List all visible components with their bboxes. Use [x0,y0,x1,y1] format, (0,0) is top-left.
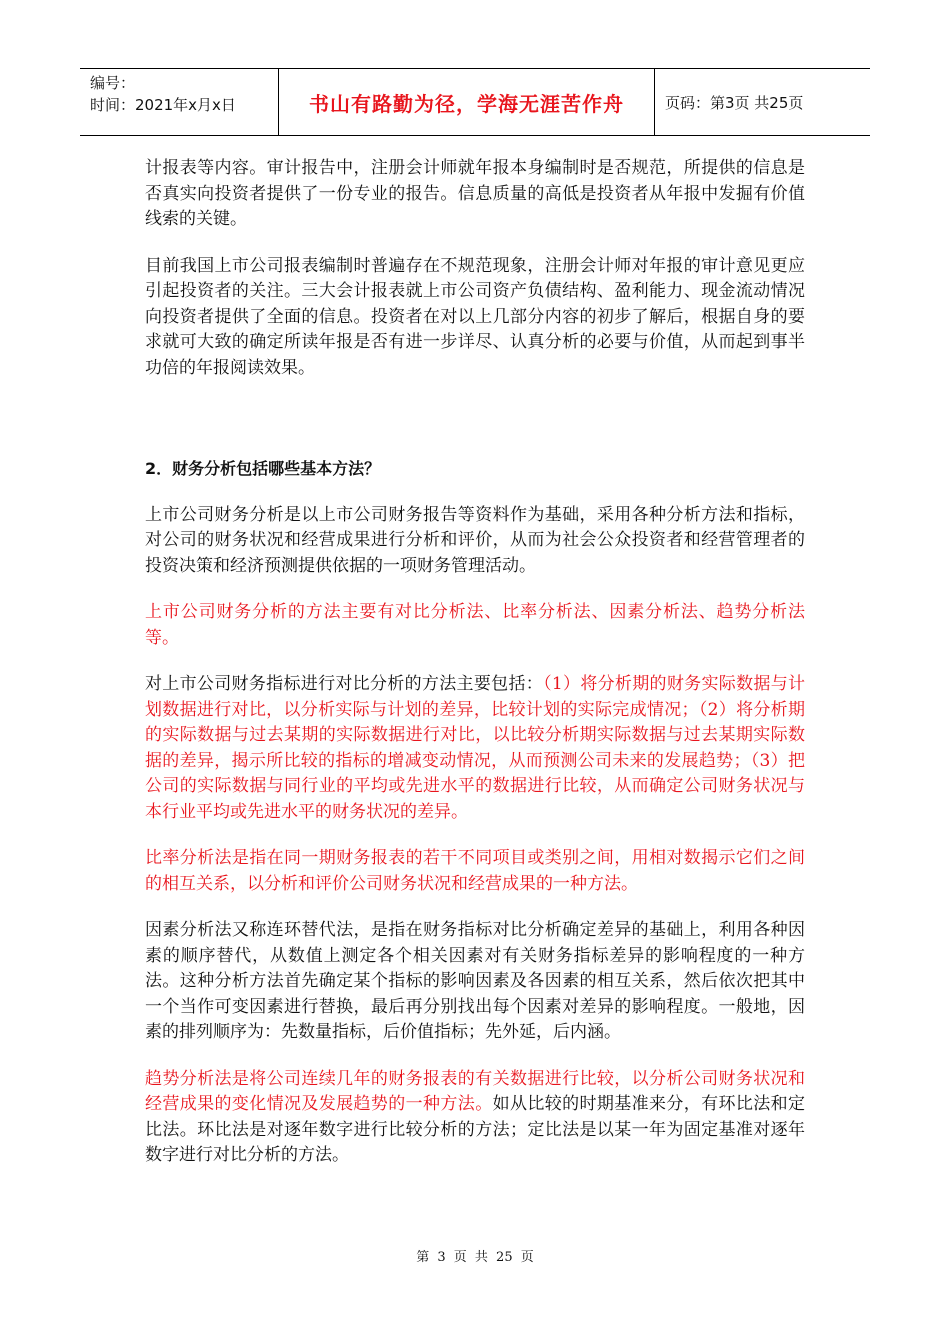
section-heading: 2．财务分析包括哪些基本方法？ [145,459,381,478]
trend-details: 如从比较的时期基准来分，有环比法和定比法。环比法是对逐年数字进行比较分析的方法；定比法是以某一年为固定基准对逐年数字进行对比分析的方法。 [145,1094,806,1165]
page-footer: 第 3 页 共 25 页 [416,1250,534,1265]
paragraph-comparison-method [145,672,805,825]
header-page-info: 页码：第3页 共25页 [665,93,804,112]
trend-definition: 趋势分析法是将公司连续几年的财务报表的有关数据进行比较，以分析公司财务状况和经营成果的变化情况及发展趋势的一种方法。 [145,1068,805,1114]
comparison-details: （1）将分析期的财务实际数据与计划数据进行对比，以分析实际与计划的差异，比较计划的实际完成情况；（2）将分析期的实际数据与过去某期的实际数据进行对比，以比较分析期实际数据与过去某期实际数据的差异，揭示所比较的指标的增减变动情况，从而预测公司未来的发展趋势；（3）把公司的实际数据与同行业的平均或先进水平的数据进行比较，从而确定公司财务状况与本行业平均或先进水平的财务状况的差异。 [145,674,806,822]
comparison-intro: 对上市公司财务指标进行对比分析的方法主要包括： [145,674,544,694]
document-date: 时间：2021年x月x日 [90,96,236,114]
page-header [80,68,870,136]
paragraph-ratio-method: 比率分析法是指在同一期财务报表的若干不同项目或类别之间，用相对数揭示它们之间的相互关系，以分析和评价公司财务状况和经营成果的一种方法。 [145,848,805,894]
document-body [145,156,805,1190]
paragraph-report-standards: 目前我国上市公司报表编制时普遍存在不规范现象，注册会计师对年报的审计意见更应引起投资者的关注。三大会计报表就上市公司资产负债结构、盈利能力、现金流动情况向投资者提供了全面的信息。投资者在对以上几部分内容的初步了解后，根据自身的要求就可大致的确定所读年报是否有进一步详尽、认真分析的必要与价值，从而起到事半功倍的年报阅读效果。 [145,255,805,378]
spacer [145,402,805,456]
document-number: 编号： [90,74,136,92]
paragraph-factor-method: 因素分析法又称连环替代法，是指在财务指标对比分析确定差异的基础上，利用各种因素的顺序替代，从数值上测定各个相关因素对有关财务指标差异的影响程度的一种方法。这种分析方法首先确定某个指标的影响因素及各因素的相互关系，然后依次把其中一个当作可变因素进行替换，最后再分别找出每个因素对差异的影响程度。一般地，因素的排列顺序为：先数量指标，后价值指标；先外延，后内涵。 [145,920,805,1042]
paragraph-analysis-methods: 上市公司财务分析的方法主要有对比分析法、比率分析法、因素分析法、趋势分析法等。 [145,602,805,648]
header-motto: 书山有路勤为径，学海无涯苦作舟 [279,69,655,135]
header-meta [80,69,279,135]
paragraph-financial-analysis-definition: 上市公司财务分析是以上市公司财务报告等资料作为基础，采用各种分析方法和指标，对公司的财务状况和经营成果进行分析和评价，从而为社会公众投资者和经营管理者的投资决策和经济预测提供依据的一项财务管理活动。 [145,504,805,576]
paragraph-trend-method [145,1067,805,1169]
paragraph-audit-report: 计报表等内容。审计报告中，注册会计师就年报本身编制时是否规范，所提供的信息是否真实向投资者提供了一份专业的报告。信息质量的高低是投资者从年报中发掘有价值线索的关键。 [145,158,805,229]
